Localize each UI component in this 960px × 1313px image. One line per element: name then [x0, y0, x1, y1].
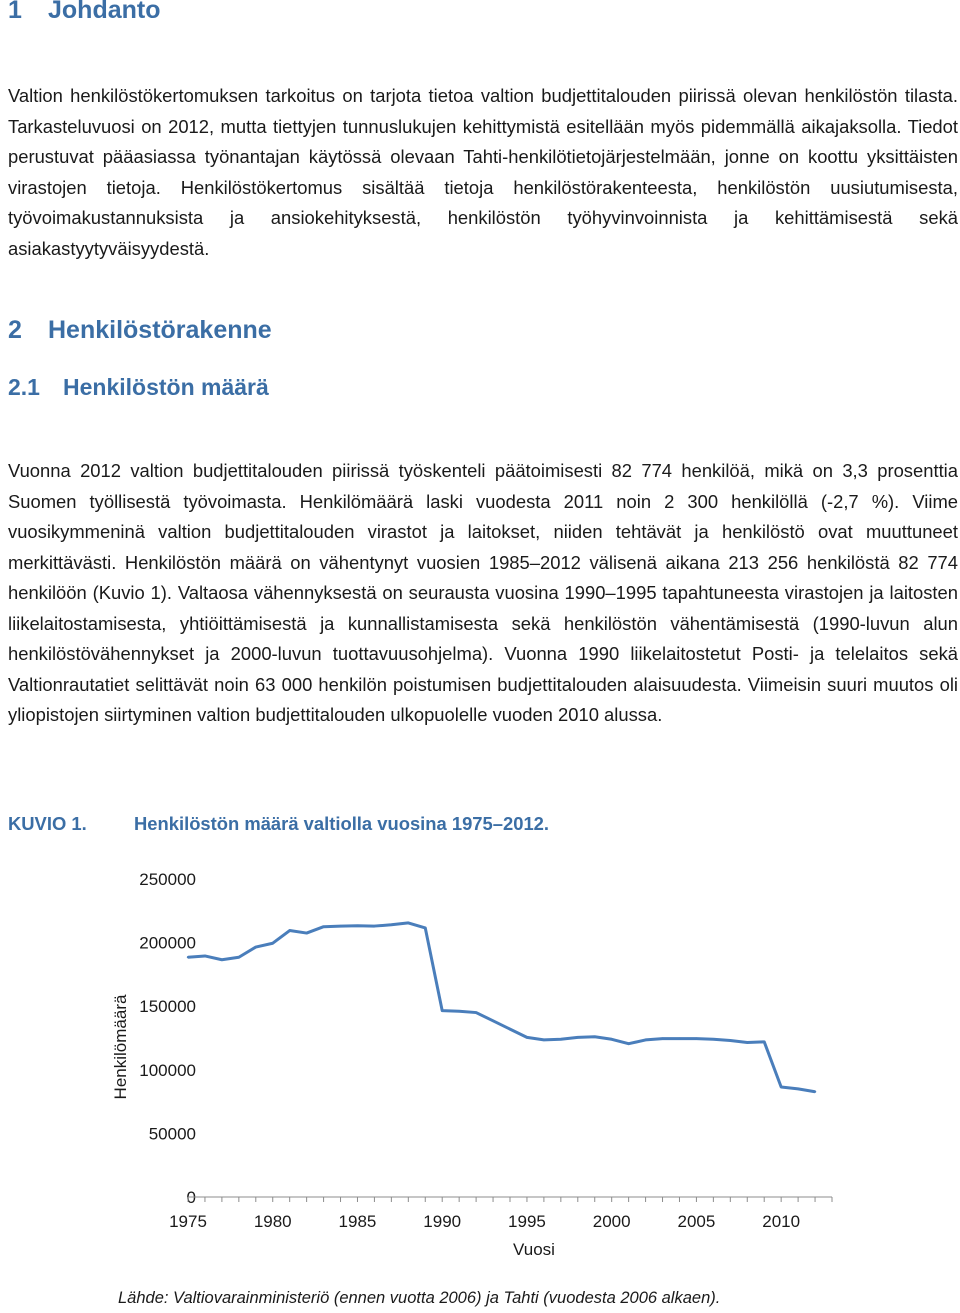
- data-point-2001: [627, 1043, 629, 1045]
- figure-source: Lähde: Valtiovarainministeriö (ennen vuotta 2006) ja Tahti (vuodesta 2006 alkaen).: [118, 1289, 721, 1307]
- x-axis-ticks: [169, 1197, 832, 1231]
- data-point-1994: [509, 1028, 511, 1030]
- x-tick-label: 2005: [677, 1212, 716, 1231]
- data-point-1977: [221, 959, 223, 961]
- data-point-2002: [644, 1039, 646, 1041]
- data-point-1978: [238, 956, 240, 958]
- data-point-2010: [780, 1086, 782, 1088]
- y-tick-label: 150000: [139, 997, 196, 1017]
- x-tick-label: 2010: [762, 1212, 801, 1231]
- data-point-1975: [187, 956, 189, 958]
- subsection-heading-2-1: [8, 374, 269, 401]
- section-number: 1: [8, 0, 22, 24]
- data-point-2007: [729, 1039, 731, 1041]
- y-axis-ticks: [139, 870, 196, 1207]
- y-tick-label: 0: [186, 1188, 196, 1207]
- subsection-number: 2.1: [8, 374, 40, 400]
- section-title: Henkilöstörakenne: [48, 316, 272, 344]
- data-point-1982: [305, 932, 307, 934]
- y-tick-label: 250000: [139, 870, 196, 889]
- x-tick-label: 1980: [253, 1212, 292, 1231]
- y-tick-label: 100000: [139, 1060, 196, 1080]
- data-point-1998: [577, 1036, 579, 1038]
- section-number: 2: [8, 316, 22, 344]
- x-tick-label: 1975: [169, 1212, 207, 1231]
- data-point-1990: [441, 1009, 443, 1011]
- data-point-2012: [814, 1091, 816, 1093]
- figure-title: Henkilöstön määrä valtiolla vuosina 1975–2012.: [134, 813, 550, 834]
- data-point-1981: [288, 929, 290, 931]
- data-point-2008: [746, 1041, 748, 1043]
- data-point-2000: [610, 1038, 612, 1040]
- data-point-1989: [424, 927, 426, 929]
- y-axis-label: Henkilömäärä: [111, 994, 130, 1100]
- data-point-1988: [407, 922, 409, 924]
- subsection-title: Henkilöstön määrä: [63, 374, 269, 400]
- data-point-2005: [695, 1037, 697, 1039]
- x-tick-label: 1995: [508, 1212, 546, 1231]
- section-title: Johdanto: [48, 0, 161, 24]
- y-tick-label: 200000: [139, 933, 196, 953]
- data-point-1999: [594, 1036, 596, 1038]
- section-heading-2: [8, 316, 272, 345]
- x-tick-label: 1990: [423, 1212, 462, 1231]
- data-point-1985: [356, 925, 358, 927]
- data-point-1995: [526, 1036, 528, 1038]
- data-point-1996: [543, 1039, 545, 1041]
- data-point-1993: [492, 1020, 494, 1022]
- data-point-2011: [797, 1088, 799, 1090]
- staff-count-paragraph: Vuonna 2012 valtion budjettitalouden piirissä työskenteli päätoimisesti 82 774 henkilöä, mikä on 3,3 prosenttia Suomen työllisestä työvoimasta. Henkilömäärä laski vuodesta 2011 noin 2 300 henkilöllä (-2,7 %). Viime vuosikymmeninä valtion budjettitalouden virastot ja laitokset, niiden tehtävät ja henkilöstö ovat muuttuneet merkittävästi. Henkilöstön määrä on vähentynyt vuosien 1985–2012 välisenä aikana 213 256 henkilöstä 82 774 henkilöön (Kuvio 1). Valtaosa vähennyksestä on seurausta vuosina 1990–1995 tapahtuneesta virastojen ja laitosten liikelaitostamisesta, yhtiöittämisestä ja kunnallistamisesta sekä henkilöstön vähentämisestä (1990-luvun alun henkilöstövähennykset ja 2000-luvun tuottavuusohjelma). Vuonna 1990 liikelaitostetut Posti- ja telelaitos sekä Valtionrautatiet selittävät noin 63 000 henkilön poistumisen budjettitalouden alaisuudesta. Viimeisin suuri muutos oli yliopistojen siirtyminen valtion budjettitalouden ulkopuolelle vuoden 2010 alussa.: [8, 460, 958, 725]
- data-point-1983: [322, 926, 324, 928]
- data-point-2006: [712, 1038, 714, 1040]
- data-point-1980: [272, 942, 274, 944]
- section-heading-1: [8, 0, 161, 25]
- x-tick-label: 1985: [338, 1212, 377, 1231]
- data-point-1991: [458, 1010, 460, 1012]
- data-point-2009: [763, 1041, 765, 1043]
- y-tick-label: 50000: [148, 1124, 196, 1144]
- data-point-1987: [390, 924, 392, 926]
- x-tick-label: 2000: [592, 1212, 631, 1231]
- data-point-1984: [339, 925, 341, 927]
- intro-paragraph: Valtion henkilöstökertomuksen tarkoitus on tarjota tietoa valtion budjettitalouden piirissä olevan henkilöstön tilasta. Tarkasteluvuosi on 2012, mutta tiettyjen tunnuslukujen kehittymistä esitellään myös pidemmällä aikajaksolla. Tiedot perustuvat pääasiassa työnantajan käytössä olevaan Tahti-henkilötietojärjestelmään, jonne on koottu yksittäisten virastojen tietoja. Henkilöstökertomus sisältää tietoja henkilöstörakenteesta, henkilöstön uusiutumisesta, työvoimakustannuksista ja ansiokehityksestä, henkilöstön työhyvinvoinnista ja kehittämisestä sekä asiakastyytyväisyydestä.: [8, 85, 958, 259]
- data-point-1979: [255, 946, 257, 948]
- series-line-henkilomaara: [188, 923, 815, 1092]
- data-point-2004: [678, 1037, 680, 1039]
- data-point-1992: [475, 1011, 477, 1013]
- data-point-1986: [373, 925, 375, 927]
- data-points: [187, 922, 816, 1093]
- data-point-1997: [560, 1038, 562, 1040]
- x-axis-label: Vuosi: [513, 1240, 555, 1259]
- staff-line-chart: [0, 855, 960, 1275]
- figure-label: KUVIO 1.: [8, 813, 87, 834]
- data-point-1976: [204, 955, 206, 957]
- figure-caption: [8, 813, 549, 835]
- data-point-2003: [661, 1037, 663, 1039]
